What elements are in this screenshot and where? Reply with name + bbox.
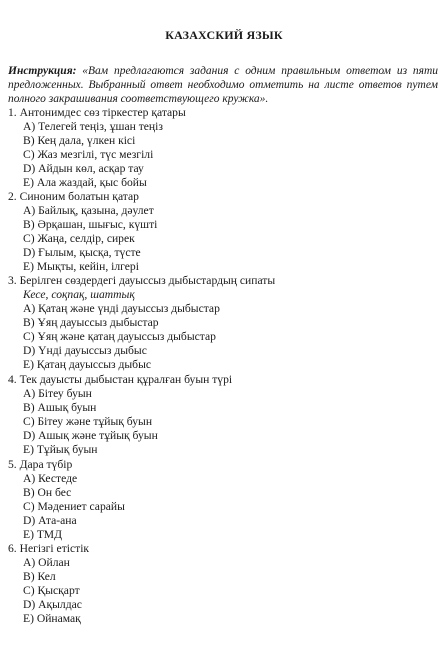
option-b: В) Кел [23, 570, 56, 583]
question-3 [8, 274, 438, 372]
option-d: D) Ашық және тұйық буын [23, 429, 158, 442]
option-d: D) Үнді дауыссыз дыбыс [23, 344, 147, 357]
option-e: Е) Ойнамақ [23, 612, 81, 625]
option-b: В) Кең дала, үлкен кісі [23, 134, 136, 147]
option-d: D) Ақылдас [23, 598, 82, 611]
option-c: С) Қысқарт [23, 584, 80, 597]
option-a: А) Телегей теңіз, ұшан теңіз [23, 120, 163, 133]
instruction [8, 64, 438, 106]
option-b: В) Ашық буын [23, 401, 97, 414]
option-e: Е) Тұйық буын [23, 443, 98, 456]
option-b: В) Ұяң дауыссыз дыбыстар [23, 316, 159, 329]
question-example-words: Кесе, соқпақ, шаттық [23, 288, 135, 301]
question-text: 1. Антонимдес сөз тіркестер қатары [8, 106, 186, 119]
question-text: 3. Берілген сөздердегі дауыссыз дыбыстардың сипаты [8, 274, 276, 287]
option-d: D) Айдын көл, асқар тау [23, 162, 144, 175]
question-5 [8, 458, 438, 542]
option-a: А) Бітеу буын [23, 387, 92, 400]
option-e: Е) Ала жаздай, қыс бойы [23, 176, 147, 189]
option-a: А) Байлық, қазына, дәулет [23, 204, 154, 217]
option-b: В) Әрқашан, шығыс, күшті [23, 218, 158, 231]
question-2 [8, 190, 438, 274]
question-text: 2. Синоним болатын қатар [8, 190, 139, 203]
option-e: Е) Мықты, кейін, ілгері [23, 260, 139, 273]
option-e: Е) ТМД [23, 528, 62, 541]
instruction-label: Инструкция: [8, 65, 77, 77]
question-text: 4. Тек дауысты дыбыстан құралған буын түрі [8, 373, 233, 386]
question-text: 5. Дара түбір [8, 458, 73, 471]
option-c: С) Жаз мезгілі, түс мезгілі [23, 148, 154, 161]
question-text: 6. Негізгі етістік [8, 542, 90, 555]
instruction-text: «Вам предлагаются задания с одним правильным ответом из пяти предложенных. Выбранный ответ необходимо отметить на листе ответов путем полного закрашивания соответствующего кружка». [8, 65, 439, 105]
option-a: А) Қатаң және үнді дауыссыз дыбыстар [23, 302, 220, 315]
question-1 [8, 106, 438, 190]
option-a: А) Кестеде [23, 472, 78, 485]
question-4 [8, 373, 438, 457]
option-c: С) Бітеу және тұйық буын [23, 415, 153, 428]
option-a: А) Ойлан [23, 556, 70, 569]
page-title: КАЗАХСКИЙ ЯЗЫК [165, 28, 283, 42]
option-d: D) Ғылым, қысқа, түсте [23, 246, 141, 259]
option-c: С) Мәдениет сарайы [23, 500, 125, 513]
option-c: С) Жаңа, селдір, сирек [23, 232, 135, 245]
option-d: D) Ата-ана [23, 514, 77, 527]
option-e: Е) Қатаң дауыссыз дыбыс [23, 358, 152, 371]
question-6 [8, 542, 438, 626]
option-c: С) Ұяң және қатаң дауыссыз дыбыстар [23, 330, 216, 343]
option-b: В) Он бес [23, 486, 72, 499]
